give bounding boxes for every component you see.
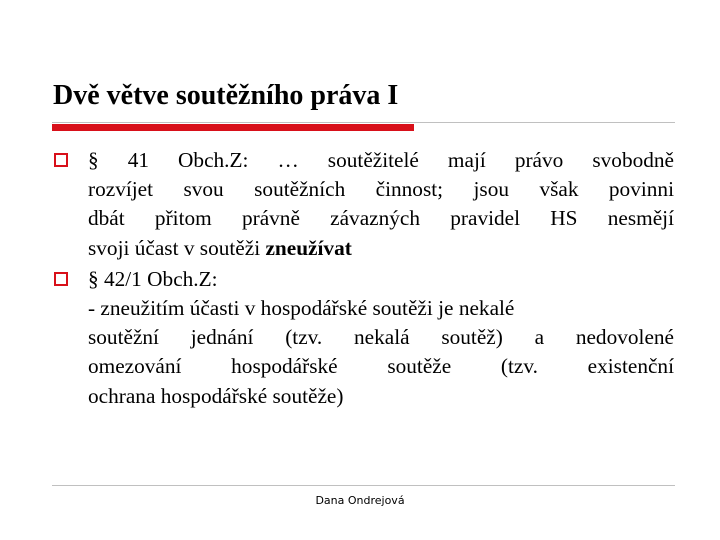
bullet-1-line-3: dbát přitom právně závazných pravidel HS nesmějí	[88, 206, 674, 231]
footer-author: Dana Ondrejová	[315, 494, 405, 507]
bullet-1-line-2: rozvíjet svou soutěžních činnost; jsou však povinni	[88, 177, 674, 202]
footer-divider	[52, 485, 675, 486]
bullet-2-line-1: § 42/1 Obch.Z:	[88, 266, 218, 291]
bullet-item-1	[54, 146, 674, 263]
bullet-1-line-4-text: svoji účast v soutěži	[88, 235, 266, 260]
square-bullet-icon	[54, 272, 68, 286]
bullet-1-line-1: § 41 Obch.Z: … soutěžitelé mají právo svobodně	[88, 148, 674, 172]
bullet-item-2	[54, 265, 674, 411]
emphasis-zneuzivat: zneužívat	[265, 235, 352, 260]
bullet-2-line-3: soutěžní jednání (tzv. nekalá soutěž) a nedovolené	[88, 325, 674, 350]
bullet-list	[54, 146, 674, 413]
bullet-2-line-4: omezování hospodářské soutěže (tzv. existenční	[88, 354, 674, 379]
square-bullet-icon	[54, 153, 68, 167]
title-divider-accent	[52, 124, 414, 131]
slide-title: Dvě větve soutěžního práva I	[53, 80, 399, 111]
title-divider-thin	[52, 122, 675, 123]
bullet-2-line-2: - zneužitím účasti v hospodářské soutěži je nekalé	[88, 296, 515, 321]
bullet-1-line-4	[88, 234, 674, 263]
bullet-2-line-5: ochrana hospodářské soutěže)	[88, 383, 344, 408]
